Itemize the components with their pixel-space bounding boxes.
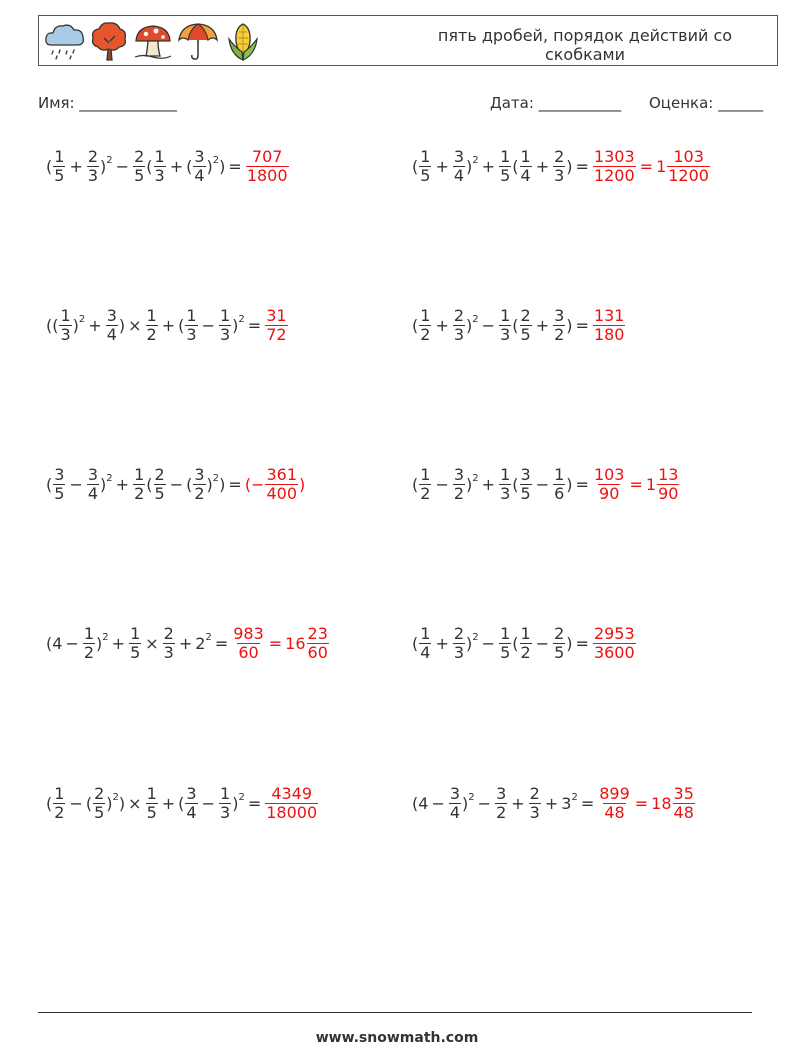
- grade-field: Оценка: ______: [649, 94, 764, 112]
- fraction: $\frac{3}{5}$: [54, 465, 65, 504]
- fraction: $\frac{2}{3}$: [453, 624, 465, 663]
- fraction: $\frac{1}{5}$: [54, 147, 65, 186]
- fraction: $\frac{23}{60}$: [307, 624, 328, 663]
- problem-10: ( 4 − $\frac{3}{4}$ )$^2$ − $\frac{3}{2}$ + $\frac{2}{3}$ + $3^2$ = $\frac{899}{48}$ = 18 $\frac{35}{48}$: [412, 784, 694, 823]
- fraction: $\frac{1}{3}$: [219, 306, 231, 345]
- fraction: $\frac{1}{3}$: [154, 147, 165, 186]
- problem-2: ( $\frac{1}{5}$ + $\frac{3}{4}$ )$^2$ + $\frac{1}{5}$ ( $\frac{1}{4}$ + $\frac{2}{3}$ ) = $\frac{1303}{1200}$ = 1 $\frac{103}{1200}$: [412, 147, 709, 186]
- problem-8: ( $\frac{1}{4}$ + $\frac{2}{3}$ )$^2$ − $\frac{1}{5}$ ( $\frac{1}{2}$ − $\frac{2}{5}$ ) = $\frac{2953}{3600}$: [412, 624, 635, 663]
- fraction: $\frac{3}{2}$: [554, 306, 565, 345]
- fraction: $\frac{3}{4}$: [186, 784, 197, 823]
- problem-4: ( $\frac{1}{2}$ + $\frac{2}{3}$ )$^2$ − $\frac{1}{3}$ ( $\frac{2}{5}$ + $\frac{3}{2}$ ) = $\frac{131}{180}$: [412, 306, 625, 345]
- fraction: $\frac{3}{4}$: [453, 147, 465, 186]
- problem-7: ( 4 − $\frac{1}{2}$ )$^2$ + $\frac{1}{5}$ × $\frac{2}{3}$ + $2^2$ = $\frac{983}{60}$ = 16 $\frac{23}{60}$: [46, 624, 328, 663]
- footer-website: www.snowmath.com: [315, 1030, 479, 1046]
- fraction: $\frac{3}{5}$: [520, 465, 531, 504]
- fraction: $\frac{103}{1200}$: [668, 147, 709, 186]
- fraction: $\frac{2}{3}$: [529, 784, 540, 823]
- fraction: $\frac{1}{5}$: [500, 624, 511, 663]
- fraction: $\frac{3}{4}$: [449, 784, 461, 823]
- fraction: $\frac{2}{3}$: [163, 624, 174, 663]
- footer-divider: [38, 1012, 752, 1013]
- fraction: $\frac{361}{400}$: [266, 465, 298, 504]
- answer-6: $\frac{103}{90}$ = 1 $\frac{13}{90}$: [593, 465, 679, 504]
- problem-1: ( $\frac{1}{5}$ + $\frac{2}{3}$ )$^2$ − $\frac{2}{5}$ ( $\frac{1}{3}$ + ( $\frac{3}{4}$ )$^2$) = $\frac{707}{1800}$: [46, 147, 288, 186]
- fraction: $\frac{1}{6}$: [554, 465, 565, 504]
- fraction: $\frac{2}{3}$: [554, 147, 565, 186]
- fraction: $\frac{1}{2}$: [134, 465, 145, 504]
- fraction: $\frac{3}{2}$: [453, 465, 465, 504]
- tree-icon: [87, 19, 131, 63]
- fraction: $\frac{1}{2}$: [146, 306, 157, 345]
- fraction: $\frac{1}{2}$: [420, 306, 431, 345]
- fraction: $\frac{31}{72}$: [266, 306, 287, 345]
- fraction: $\frac{2}{5}$: [154, 465, 165, 504]
- fraction: $\frac{35}{48}$: [673, 784, 694, 823]
- fraction: $\frac{13}{90}$: [658, 465, 679, 504]
- problem-5: ( $\frac{3}{5}$ − $\frac{3}{4}$ )$^2$ + $\frac{1}{2}$ ( $\frac{2}{5}$ − ( $\frac{3}{2}$ )$^2$) = (− $\frac{361}{400}$ ): [46, 465, 306, 504]
- answer-8: [592, 625, 637, 663]
- fraction: $\frac{4349}{18000}$: [266, 784, 318, 823]
- name-field: Имя: _____________: [38, 94, 177, 112]
- fraction: $\frac{707}{1800}$: [246, 147, 288, 186]
- fraction: $\frac{2953}{3600}$: [593, 624, 635, 663]
- fraction: $\frac{1303}{1200}$: [593, 147, 635, 186]
- fraction: $\frac{1}{3}$: [500, 306, 511, 345]
- fraction: $\frac{1}{2}$: [54, 784, 65, 823]
- fraction: $\frac{899}{48}$: [599, 784, 630, 823]
- fraction: $\frac{3}{2}$: [496, 784, 507, 823]
- answer-9: [264, 785, 319, 823]
- answer-3: [264, 307, 288, 345]
- fraction: $\frac{1}{2}$: [83, 624, 95, 663]
- answer-2: $\frac{1303}{1200}$ = 1 $\frac{103}{1200}$: [593, 147, 709, 186]
- fraction: $\frac{3}{2}$: [194, 465, 205, 504]
- fraction: $\frac{1}{2}$: [520, 624, 531, 663]
- fraction: $\frac{983}{60}$: [233, 624, 264, 663]
- fraction: $\frac{2}{3}$: [453, 306, 465, 345]
- fraction: $\frac{1}{3}$: [220, 784, 231, 823]
- worksheet-title: пять дробей, порядок действий со скобками: [437, 26, 733, 64]
- fraction: $\frac{1}{5}$: [130, 624, 141, 663]
- fraction: $\frac{2}{5}$: [554, 624, 565, 663]
- fraction: $\frac{1}{3}$: [186, 306, 197, 345]
- fraction: $\frac{1}{5}$: [500, 147, 511, 186]
- date-field: Дата: ___________: [490, 94, 622, 112]
- umbrella-icon: [176, 19, 220, 63]
- answer-10: $\frac{899}{48}$ = 18 $\frac{35}{48}$: [599, 784, 694, 823]
- rain-cloud-icon: [43, 19, 87, 63]
- answer-1: [245, 148, 290, 186]
- fraction: $\frac{1}{4}$: [520, 147, 531, 186]
- worksheet-header: [38, 15, 778, 66]
- problem-9: ( $\frac{1}{2}$ − ( $\frac{2}{5}$ )$^2$) × $\frac{1}{5}$ + ( $\frac{3}{4}$ − $\frac{1}{3}$ )$^2$ = $\frac{4349}{18000}$: [46, 784, 318, 823]
- fraction: $\frac{3}{4}$: [106, 306, 117, 345]
- fraction: $\frac{2}{3}$: [87, 147, 99, 186]
- problem-6: ( $\frac{1}{2}$ − $\frac{3}{2}$ )$^2$ + $\frac{1}{3}$ ( $\frac{3}{5}$ − $\frac{1}{6}$ ) = $\frac{103}{90}$ = 1 $\frac{13}{90}$: [412, 465, 679, 504]
- fraction: $\frac{3}{4}$: [87, 465, 99, 504]
- fraction: $\frac{131}{180}$: [593, 306, 625, 345]
- fraction: $\frac{2}{5}$: [520, 306, 531, 345]
- fraction: $\frac{2}{5}$: [94, 784, 105, 823]
- fraction: $\frac{1}{3}$: [60, 306, 71, 345]
- answer-5: (− $\frac{361}{400}$ ): [244, 465, 306, 504]
- fraction: $\frac{1}{2}$: [420, 465, 431, 504]
- fraction: $\frac{1}{5}$: [146, 784, 157, 823]
- answer-4: [592, 307, 627, 345]
- fraction: $\frac{3}{4}$: [194, 147, 205, 186]
- fraction: $\frac{1}{3}$: [500, 465, 511, 504]
- fraction: $\frac{1}{4}$: [420, 624, 431, 663]
- corn-icon: [221, 19, 265, 63]
- mushroom-icon: [131, 19, 175, 63]
- problem-3: (( $\frac{1}{3}$ )$^2$ + $\frac{3}{4}$ ) × $\frac{1}{2}$ + ( $\frac{1}{3}$ − $\frac{1}{3}$ )$^2$ = $\frac{31}{72}$: [46, 306, 287, 345]
- fraction: $\frac{1}{5}$: [420, 147, 431, 186]
- answer-7: $\frac{983}{60}$ = 16 $\frac{23}{60}$: [233, 624, 328, 663]
- fraction: $\frac{103}{90}$: [593, 465, 625, 504]
- fraction: $\frac{2}{5}$: [134, 147, 145, 186]
